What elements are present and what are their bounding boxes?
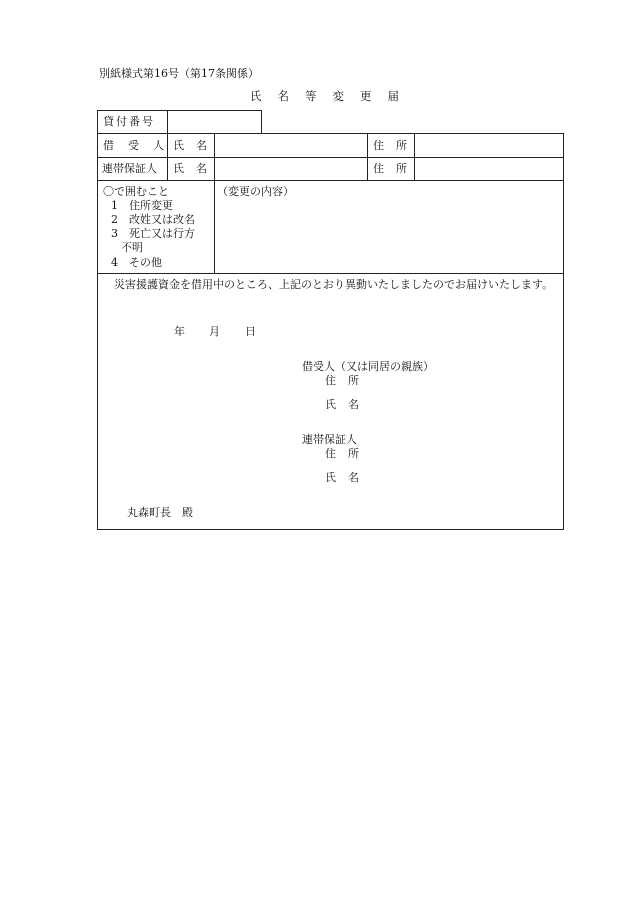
guarantor-signature-name-label: 氏名 xyxy=(325,471,371,484)
rule xyxy=(97,110,98,530)
borrower-address-label: 住所 xyxy=(373,139,419,152)
borrower-signature-name-label: 氏名 xyxy=(325,398,371,411)
rule xyxy=(214,133,215,273)
borrower-name-label: 氏名 xyxy=(173,139,219,152)
guarantor-address-label: 住所 xyxy=(373,162,419,175)
guarantor-role-label: 連帯保証人 xyxy=(102,162,157,175)
change-notification-form xyxy=(97,110,564,530)
statement-text: 災害援護資金を借用中のところ、上記のとおり異動いたしましたのでお届けいたします。 xyxy=(114,278,554,291)
guarantor-signature-heading: 連帯保証人 xyxy=(302,433,357,446)
date-day-label: 日 xyxy=(245,325,256,338)
rule xyxy=(97,180,564,181)
form-title: 氏名等変更届 xyxy=(250,89,415,103)
loan-number-label: 貸付番号 xyxy=(103,115,155,128)
date-year-label: 年 xyxy=(174,325,185,338)
option-other[interactable]: 4 その他 xyxy=(111,256,162,269)
rule xyxy=(563,133,564,530)
change-details-heading: （変更の内容） xyxy=(217,185,294,198)
option-death-or-missing[interactable]: 3 死亡又は行方 xyxy=(111,227,195,240)
circle-instruction: 〇で囲むこと xyxy=(103,185,169,198)
rule xyxy=(97,273,564,274)
guarantor-name-label: 氏名 xyxy=(173,162,219,175)
rule xyxy=(367,133,368,180)
change-details-field[interactable] xyxy=(218,202,560,270)
borrower-signature-heading: 借受人（又は同居の親族） xyxy=(302,360,434,373)
borrower-role-label: 借受人 xyxy=(103,139,178,152)
option-death-or-missing-cont: 不明 xyxy=(121,241,143,254)
rule xyxy=(97,529,564,530)
guarantor-signature-address-label: 住所 xyxy=(325,447,371,460)
guarantor-address-field[interactable] xyxy=(418,160,559,178)
option-name-change[interactable]: 2 改姓又は改名 xyxy=(111,213,195,226)
guarantor-name-field[interactable] xyxy=(218,160,363,178)
borrower-address-field[interactable] xyxy=(418,136,559,154)
rule xyxy=(261,110,262,133)
borrower-signature-address-label: 住所 xyxy=(325,374,371,387)
addressee: 丸森町長 殿 xyxy=(127,506,193,519)
date-month-label: 月 xyxy=(209,325,220,338)
loan-number-field[interactable] xyxy=(171,113,257,131)
option-address-change[interactable]: 1 住所変更 xyxy=(111,199,173,212)
form-label: 別紙様式第16号（第17条関係） xyxy=(99,67,259,80)
borrower-name-field[interactable] xyxy=(218,136,363,154)
rule xyxy=(97,110,261,111)
